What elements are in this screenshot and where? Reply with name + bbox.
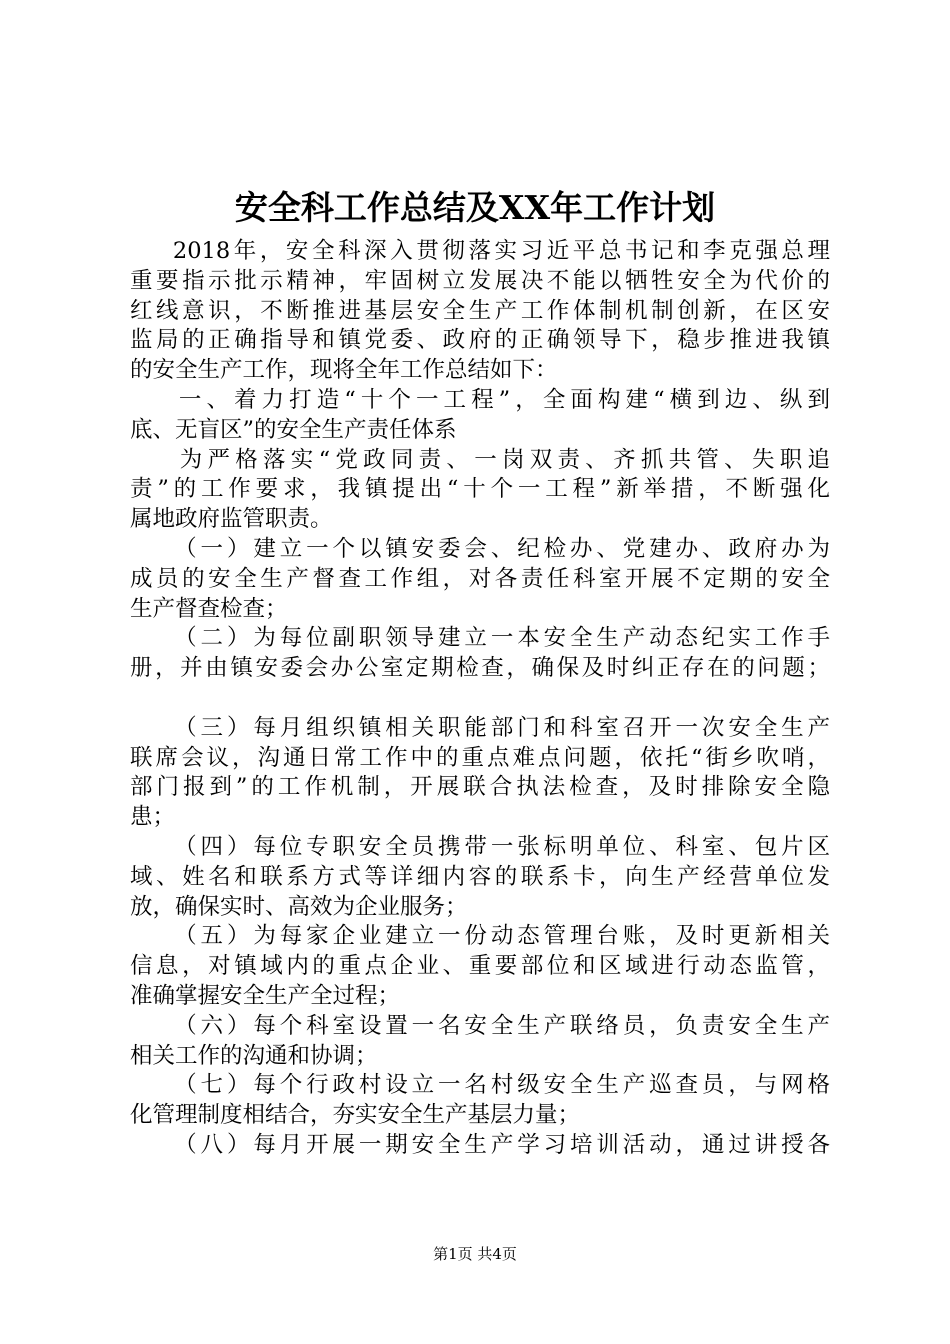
text-line: 一、着力打造“十个一工程”，全面构建“横到边、纵到 — [130, 386, 830, 413]
text-line: 的安全生产工作，现将全年工作总结如下： — [130, 357, 558, 384]
text-line: 域、姓名和联系方式等详细内容的联系卡，向生产经营单位发 — [130, 863, 830, 890]
text-line: （六）每个科室设置一名安全生产联络员，负责安全生产 — [130, 1012, 830, 1039]
text-line: 属地政府监管职责。 — [130, 506, 333, 533]
text-line: （八）每月开展一期安全生产学习培训活动，通过讲授各 — [130, 1131, 830, 1158]
text-line: 患； — [130, 804, 176, 831]
text-line: 册，并由镇安委会办公室定期检查，确保及时纠正存在的问题； — [130, 655, 830, 682]
text-line: （一）建立一个以镇安委会、纪检办、党建办、政府办为 — [130, 535, 830, 562]
text-line: 责”的工作要求，我镇提出“十个一工程”新举措，不断强化 — [130, 476, 830, 503]
document-body — [130, 237, 830, 1161]
text-line: 生产督查检查； — [130, 595, 288, 622]
text-line: （七）每个行政村设立一名村级安全生产巡查员，与网格 — [130, 1072, 830, 1099]
text-line: 化管理制度相结合，夯实安全生产基层力量； — [130, 1102, 581, 1129]
page-footer: 第1页 共4页 — [433, 1245, 517, 1263]
text-line: 联席会议，沟通日常工作中的重点难点问题，依托“街乡吹哨， — [130, 744, 830, 771]
text-line: 2018年，安全科深入贯彻落实习近平总书记和李克强总理 — [130, 238, 830, 264]
text-line: 相关工作的沟通和协调； — [130, 1042, 378, 1069]
text-line: 为严格落实“党政同责、一岗双责、齐抓共管、失职追 — [130, 446, 830, 473]
document-title: 安全科工作总结及XX年工作计划 — [234, 188, 716, 227]
text-line: 红线意识，不断推进基层安全生产工作体制机制创新，在区安 — [130, 297, 830, 324]
text-line: （五）为每家企业建立一份动态管理台账，及时更新相关 — [130, 923, 830, 950]
text-line: （三）每月组织镇相关职能部门和科室召开一次安全生产 — [130, 714, 830, 741]
text-line: （二）为每位副职领导建立一本安全生产动态纪实工作手 — [130, 625, 830, 652]
blank-line — [130, 684, 830, 714]
text-line: 底、无盲区”的安全生产责任体系 — [130, 416, 457, 443]
text-line: 准确掌握安全生产全过程； — [130, 982, 401, 1009]
text-line: （四）每位专职安全员携带一张标明单位、科室、包片区 — [130, 833, 830, 860]
text-line: 监局的正确指导和镇党委、政府的正确领导下，稳步推进我镇 — [130, 327, 830, 354]
text-line: 部门报到”的工作机制，开展联合执法检查，及时排除安全隐 — [130, 774, 830, 801]
text-line: 重要指示批示精神，牢固树立发展决不能以牺牲安全为代价的 — [130, 267, 830, 294]
text-line: 成员的安全生产督查工作组，对各责任科室开展不定期的安全 — [130, 565, 830, 592]
text-line: 放，确保实时、高效为企业服务； — [130, 893, 468, 920]
text-line: 信息，对镇域内的重点企业、重要部位和区域进行动态监管， — [130, 953, 830, 980]
